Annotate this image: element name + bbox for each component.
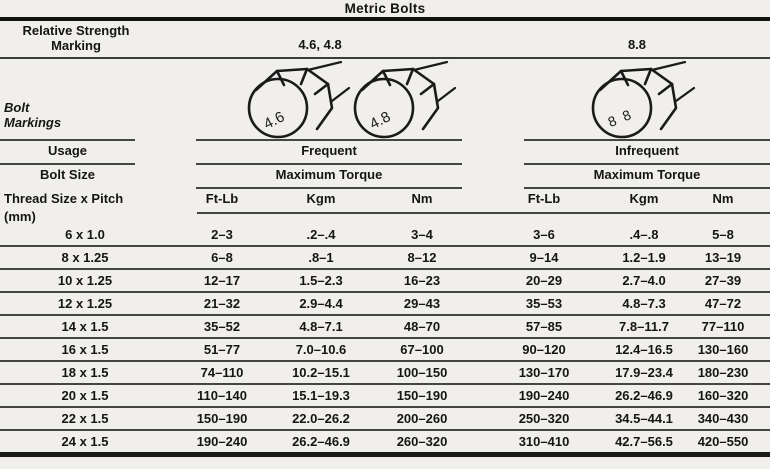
table-row	[0, 408, 770, 431]
table-row	[0, 247, 770, 270]
usage-frequent: Frequent	[301, 143, 357, 158]
table-row	[0, 431, 770, 452]
page-title: Metric Bolts	[344, 1, 426, 16]
torque-value-cell: 190–240	[518, 388, 570, 403]
divider	[0, 139, 135, 141]
torque-value-cell: 34.5–44.1	[615, 411, 673, 426]
torque-value-cell: 7.0–10.6	[295, 342, 347, 357]
torque-value-cell: 150–190	[196, 411, 248, 426]
torque-value-cell: 26.2–46.9	[292, 434, 350, 449]
torque-value-cell: 9–14	[529, 250, 559, 265]
torque-value-cell: 15.1–19.3	[292, 388, 350, 403]
torque-value-cell: 74–110	[200, 365, 244, 380]
table-row	[0, 270, 770, 293]
table-row	[0, 385, 770, 408]
torque-value-cell: 190–240	[196, 434, 248, 449]
divider	[197, 212, 770, 214]
torque-value-cell: 42.7–56.5	[615, 434, 673, 449]
torque-value-cell: 2–3	[211, 227, 233, 242]
torque-value-cell: 130–170	[518, 365, 570, 380]
unit-header-nm-left: Nm	[411, 191, 433, 206]
divider	[196, 187, 462, 189]
torque-value-cell: 200–260	[396, 411, 448, 426]
torque-value-cell: 3–6	[533, 227, 555, 242]
table-row	[0, 339, 770, 362]
unit-header-kgm-right: Kgm	[629, 191, 659, 206]
torque-value-cell: 7.8–11.7	[619, 319, 669, 334]
torque-value-cell: 35–53	[525, 296, 563, 311]
torque-value-cell: 160–320	[697, 388, 749, 403]
torque-value-cell: 250–320	[518, 411, 570, 426]
torque-value-cell: 48–70	[403, 319, 441, 334]
divider	[524, 139, 770, 141]
bolt-size-cell: 6 x 1.0	[65, 227, 105, 242]
torque-value-cell: 10.2–15.1	[292, 365, 350, 380]
bolt-size-cell: 10 x 1.25	[57, 273, 113, 288]
torque-value-cell: 310–410	[518, 434, 570, 449]
torque-value-cell: 57–85	[525, 319, 563, 334]
torque-value-cell: 4.8–7.1	[299, 319, 343, 334]
torque-value-cell: 67–100	[400, 342, 444, 357]
torque-value-cell: 130–160	[697, 342, 749, 357]
max-torque-right-header: Maximum Torque	[593, 167, 701, 182]
relative-strength-label: Relative Strength Marking	[22, 23, 130, 53]
usage-row-label: Usage	[47, 143, 88, 158]
torque-value-cell: 13–19	[704, 250, 742, 265]
unit-header-ftlb-left: Ft-Lb	[205, 191, 239, 206]
table-row	[0, 224, 770, 247]
thread-size-unit-label: (mm)	[4, 209, 36, 224]
bolt-size-cell: 16 x 1.5	[61, 342, 109, 357]
torque-value-cell: 12–17	[203, 273, 241, 288]
strength-class-right: 8.8	[627, 37, 647, 52]
torque-value-cell: .4–.8	[629, 227, 659, 242]
torque-value-cell: 21–32	[203, 296, 241, 311]
bolt-head-icon-46	[244, 61, 350, 143]
torque-value-cell: .8–1	[308, 250, 334, 265]
torque-value-cell: 340–430	[697, 411, 749, 426]
torque-value-cell: 47–72	[704, 296, 742, 311]
torque-value-cell: 4.8–7.3	[622, 296, 666, 311]
torque-value-cell: 12.4–16.5	[615, 342, 673, 357]
divider	[196, 163, 462, 165]
torque-value-cell: 100–150	[396, 365, 448, 380]
torque-value-cell: 2.7–4.0	[622, 273, 666, 288]
bolt-marking-text: 4.8	[367, 108, 394, 133]
top-divider	[0, 17, 770, 21]
bolt-head-icon-88	[586, 61, 698, 143]
strength-class-left: 4.6, 4.8	[298, 37, 342, 52]
torque-value-cell: 51–77	[203, 342, 241, 357]
torque-value-cell: 77–110	[701, 319, 745, 334]
bolt-marking-text: 8 8	[605, 105, 636, 130]
torque-value-cell: 17.9–23.4	[615, 365, 673, 380]
torque-value-cell: 35–52	[203, 319, 241, 334]
torque-value-cell: 2.9–4.4	[299, 296, 343, 311]
torque-value-cell: 27–39	[704, 273, 742, 288]
usage-infrequent: Infrequent	[615, 143, 679, 158]
torque-value-cell: 110–140	[197, 388, 247, 403]
divider	[0, 57, 770, 59]
max-torque-left-header: Maximum Torque	[275, 167, 383, 182]
bolt-size-cell: 24 x 1.5	[61, 434, 109, 449]
table-row	[0, 362, 770, 385]
bolt-marking-text: 4.6	[261, 108, 288, 133]
torque-value-cell: 29–43	[403, 296, 441, 311]
torque-value-cell: 26.2–46.9	[615, 388, 673, 403]
bolt-size-cell: 14 x 1.5	[61, 319, 109, 334]
torque-value-cell: 180–230	[697, 365, 749, 380]
torque-value-cell: .2–.4	[306, 227, 336, 242]
torque-value-cell: 1.5–2.3	[299, 273, 343, 288]
torque-value-cell: 6–8	[211, 250, 233, 265]
torque-value-cell: 16–23	[403, 273, 441, 288]
bolt-markings-label: Bolt Markings	[4, 100, 62, 130]
table-row	[0, 316, 770, 339]
torque-value-cell: 5–8	[712, 227, 734, 242]
bottom-divider	[0, 452, 770, 457]
torque-value-cell: 90–120	[522, 342, 566, 357]
table-row	[0, 293, 770, 316]
divider	[524, 163, 770, 165]
bolt-size-cell: 12 x 1.25	[57, 296, 113, 311]
torque-table-body	[0, 224, 770, 452]
torque-value-cell: 420–550	[697, 434, 749, 449]
divider	[0, 163, 135, 165]
unit-header-nm-right: Nm	[712, 191, 734, 206]
bolt-size-cell: 22 x 1.5	[61, 411, 109, 426]
bolt-size-cell: 18 x 1.5	[61, 365, 109, 380]
bolt-size-row-label: Bolt Size	[40, 167, 95, 182]
torque-value-cell: 22.0–26.2	[292, 411, 350, 426]
divider	[196, 139, 462, 141]
bolt-size-cell: 20 x 1.5	[61, 388, 109, 403]
thread-size-pitch-label: Thread Size x Pitch	[4, 191, 124, 206]
torque-value-cell: 3–4	[411, 227, 433, 242]
bolt-size-cell: 8 x 1.25	[61, 250, 109, 265]
unit-header-ftlb-right: Ft-Lb	[527, 191, 561, 206]
torque-value-cell: 20–29	[525, 273, 563, 288]
divider	[524, 187, 770, 189]
unit-header-kgm-left: Kgm	[306, 191, 336, 206]
torque-value-cell: 1.2–1.9	[622, 250, 666, 265]
bolt-head-icon-48	[350, 61, 456, 143]
torque-value-cell: 8–12	[407, 250, 437, 265]
torque-value-cell: 260–320	[396, 434, 448, 449]
torque-value-cell: 150–190	[396, 388, 448, 403]
